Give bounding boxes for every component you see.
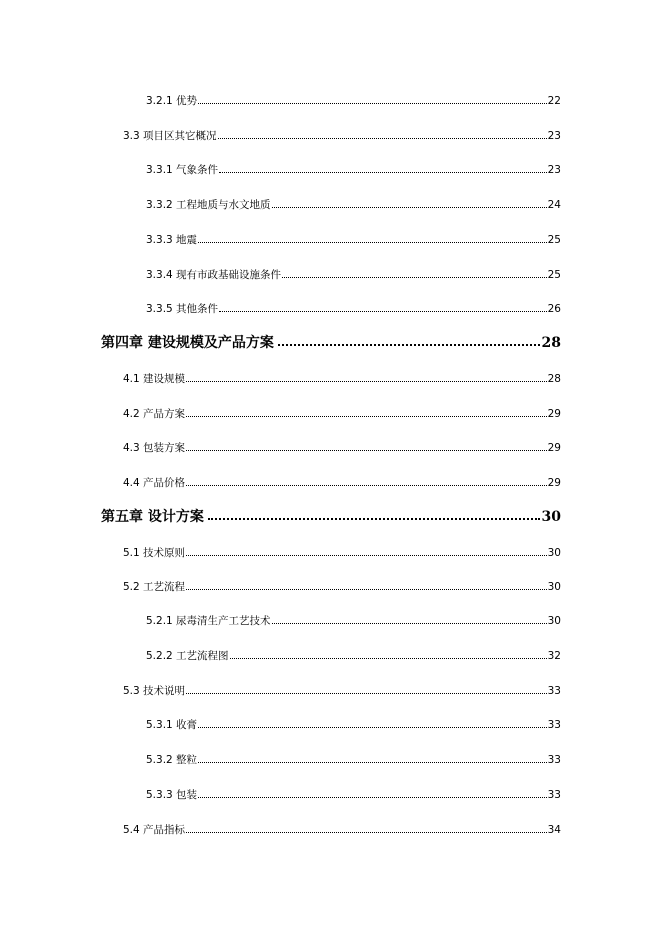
toc-entry-title: 5.4 产品指标 bbox=[123, 823, 186, 836]
toc-entry-title: 5.2 工艺流程 bbox=[123, 580, 186, 593]
toc-entry[interactable] bbox=[123, 401, 561, 419]
toc-chapter-entry[interactable] bbox=[101, 328, 561, 350]
toc-entry-page: 33 bbox=[547, 718, 561, 731]
toc-dot-leader bbox=[186, 381, 547, 382]
toc-entry-page: 29 bbox=[547, 441, 561, 454]
toc-chapter-page: 30 bbox=[541, 509, 561, 525]
toc-entry[interactable] bbox=[123, 366, 561, 384]
toc-dot-leader bbox=[198, 242, 547, 243]
toc-dot-leader bbox=[230, 658, 547, 659]
toc-dot-leader bbox=[186, 450, 547, 451]
toc-entry-title: 5.1 技术原则 bbox=[123, 546, 186, 559]
toc-chapter-page: 28 bbox=[541, 335, 561, 351]
toc-entry-page: 32 bbox=[547, 649, 561, 662]
toc-entry-page: 29 bbox=[547, 407, 561, 420]
toc-entry-title: 3.3.2 工程地质与水文地质 bbox=[146, 198, 271, 211]
toc-entry-page: 24 bbox=[547, 198, 561, 211]
toc-entry-title: 3.2.1 优势 bbox=[146, 94, 198, 107]
toc-entry[interactable] bbox=[146, 192, 561, 210]
toc-entry-title: 3.3.3 地震 bbox=[146, 233, 198, 246]
toc-entry-page: 28 bbox=[547, 372, 561, 385]
toc-entry-page: 29 bbox=[547, 476, 561, 489]
toc-entry[interactable] bbox=[146, 88, 561, 106]
toc-entry-page: 33 bbox=[547, 684, 561, 697]
toc-entry-title: 4.3 包装方案 bbox=[123, 441, 186, 454]
toc-dot-leader bbox=[186, 832, 547, 833]
toc-entry[interactable] bbox=[146, 608, 561, 626]
toc-chapter-entry[interactable] bbox=[101, 502, 561, 524]
toc-dot-leader bbox=[198, 762, 547, 763]
toc-dot-leader bbox=[272, 623, 547, 624]
toc-entry-page: 22 bbox=[547, 94, 561, 107]
toc-entry-title: 4.1 建设规模 bbox=[123, 372, 186, 385]
toc-dot-leader bbox=[219, 172, 547, 173]
toc-entry-title: 5.3.1 收膏 bbox=[146, 718, 198, 731]
toc-entry-page: 34 bbox=[547, 823, 561, 836]
toc-entry-page: 33 bbox=[547, 788, 561, 801]
toc-dot-leader bbox=[186, 555, 547, 556]
toc-entry[interactable] bbox=[146, 712, 561, 730]
toc-entry-page: 25 bbox=[547, 233, 561, 246]
toc-entry-page: 23 bbox=[547, 129, 561, 142]
toc-entry-page: 33 bbox=[547, 753, 561, 766]
toc-dot-leader bbox=[278, 344, 540, 346]
toc-entry[interactable] bbox=[123, 470, 561, 488]
toc-dot-leader bbox=[208, 518, 540, 520]
toc-entry[interactable] bbox=[146, 747, 561, 765]
toc-entry[interactable] bbox=[123, 678, 561, 696]
toc-entry[interactable] bbox=[146, 227, 561, 245]
toc-entry-title: 4.4 产品价格 bbox=[123, 476, 186, 489]
toc-entry-page: 30 bbox=[547, 614, 561, 627]
toc-entry[interactable] bbox=[123, 435, 561, 453]
toc-entry-title: 5.3.2 整粒 bbox=[146, 753, 198, 766]
toc-dot-leader bbox=[272, 207, 547, 208]
toc-entry[interactable] bbox=[146, 643, 561, 661]
toc-dot-leader bbox=[186, 416, 547, 417]
toc-entry[interactable] bbox=[123, 574, 561, 592]
toc-dot-leader bbox=[186, 485, 547, 486]
toc-chapter-title: 第四章 建设规模及产品方案 bbox=[101, 335, 274, 351]
toc-entry[interactable] bbox=[123, 817, 561, 835]
toc-entry-title: 3.3.4 现有市政基础设施条件 bbox=[146, 268, 282, 281]
toc-chapter-title: 第五章 设计方案 bbox=[101, 509, 204, 525]
toc-dot-leader bbox=[282, 277, 547, 278]
toc-dot-leader bbox=[186, 589, 547, 590]
toc-dot-leader bbox=[218, 138, 547, 139]
toc-entry-page: 26 bbox=[547, 302, 561, 315]
toc-dot-leader bbox=[198, 797, 547, 798]
toc-entry[interactable] bbox=[146, 296, 561, 314]
toc-entry-page: 23 bbox=[547, 163, 561, 176]
toc-entry-page: 30 bbox=[547, 580, 561, 593]
toc-entry[interactable] bbox=[146, 782, 561, 800]
toc-entry-title: 3.3.1 气象条件 bbox=[146, 163, 219, 176]
toc-dot-leader bbox=[186, 693, 547, 694]
toc-dot-leader bbox=[219, 311, 547, 312]
toc-entry[interactable] bbox=[123, 540, 561, 558]
toc-entry-title: 4.2 产品方案 bbox=[123, 407, 186, 420]
toc-entry-title: 5.3.3 包装 bbox=[146, 788, 198, 801]
toc-entry-title: 5.2.1 尿毒清生产工艺技术 bbox=[146, 614, 271, 627]
toc-entry-title: 3.3.5 其他条件 bbox=[146, 302, 219, 315]
toc-dot-leader bbox=[198, 103, 547, 104]
toc-entry-title: 5.2.2 工艺流程图 bbox=[146, 649, 229, 662]
toc-entry-title: 3.3 项目区其它概况 bbox=[123, 129, 217, 142]
toc-entry-page: 25 bbox=[547, 268, 561, 281]
toc-entry[interactable] bbox=[146, 157, 561, 175]
toc-entry-page: 30 bbox=[547, 546, 561, 559]
toc-dot-leader bbox=[198, 727, 547, 728]
toc-entry-title: 5.3 技术说明 bbox=[123, 684, 186, 697]
toc-entry[interactable] bbox=[146, 262, 561, 280]
toc-entry[interactable] bbox=[123, 123, 561, 141]
